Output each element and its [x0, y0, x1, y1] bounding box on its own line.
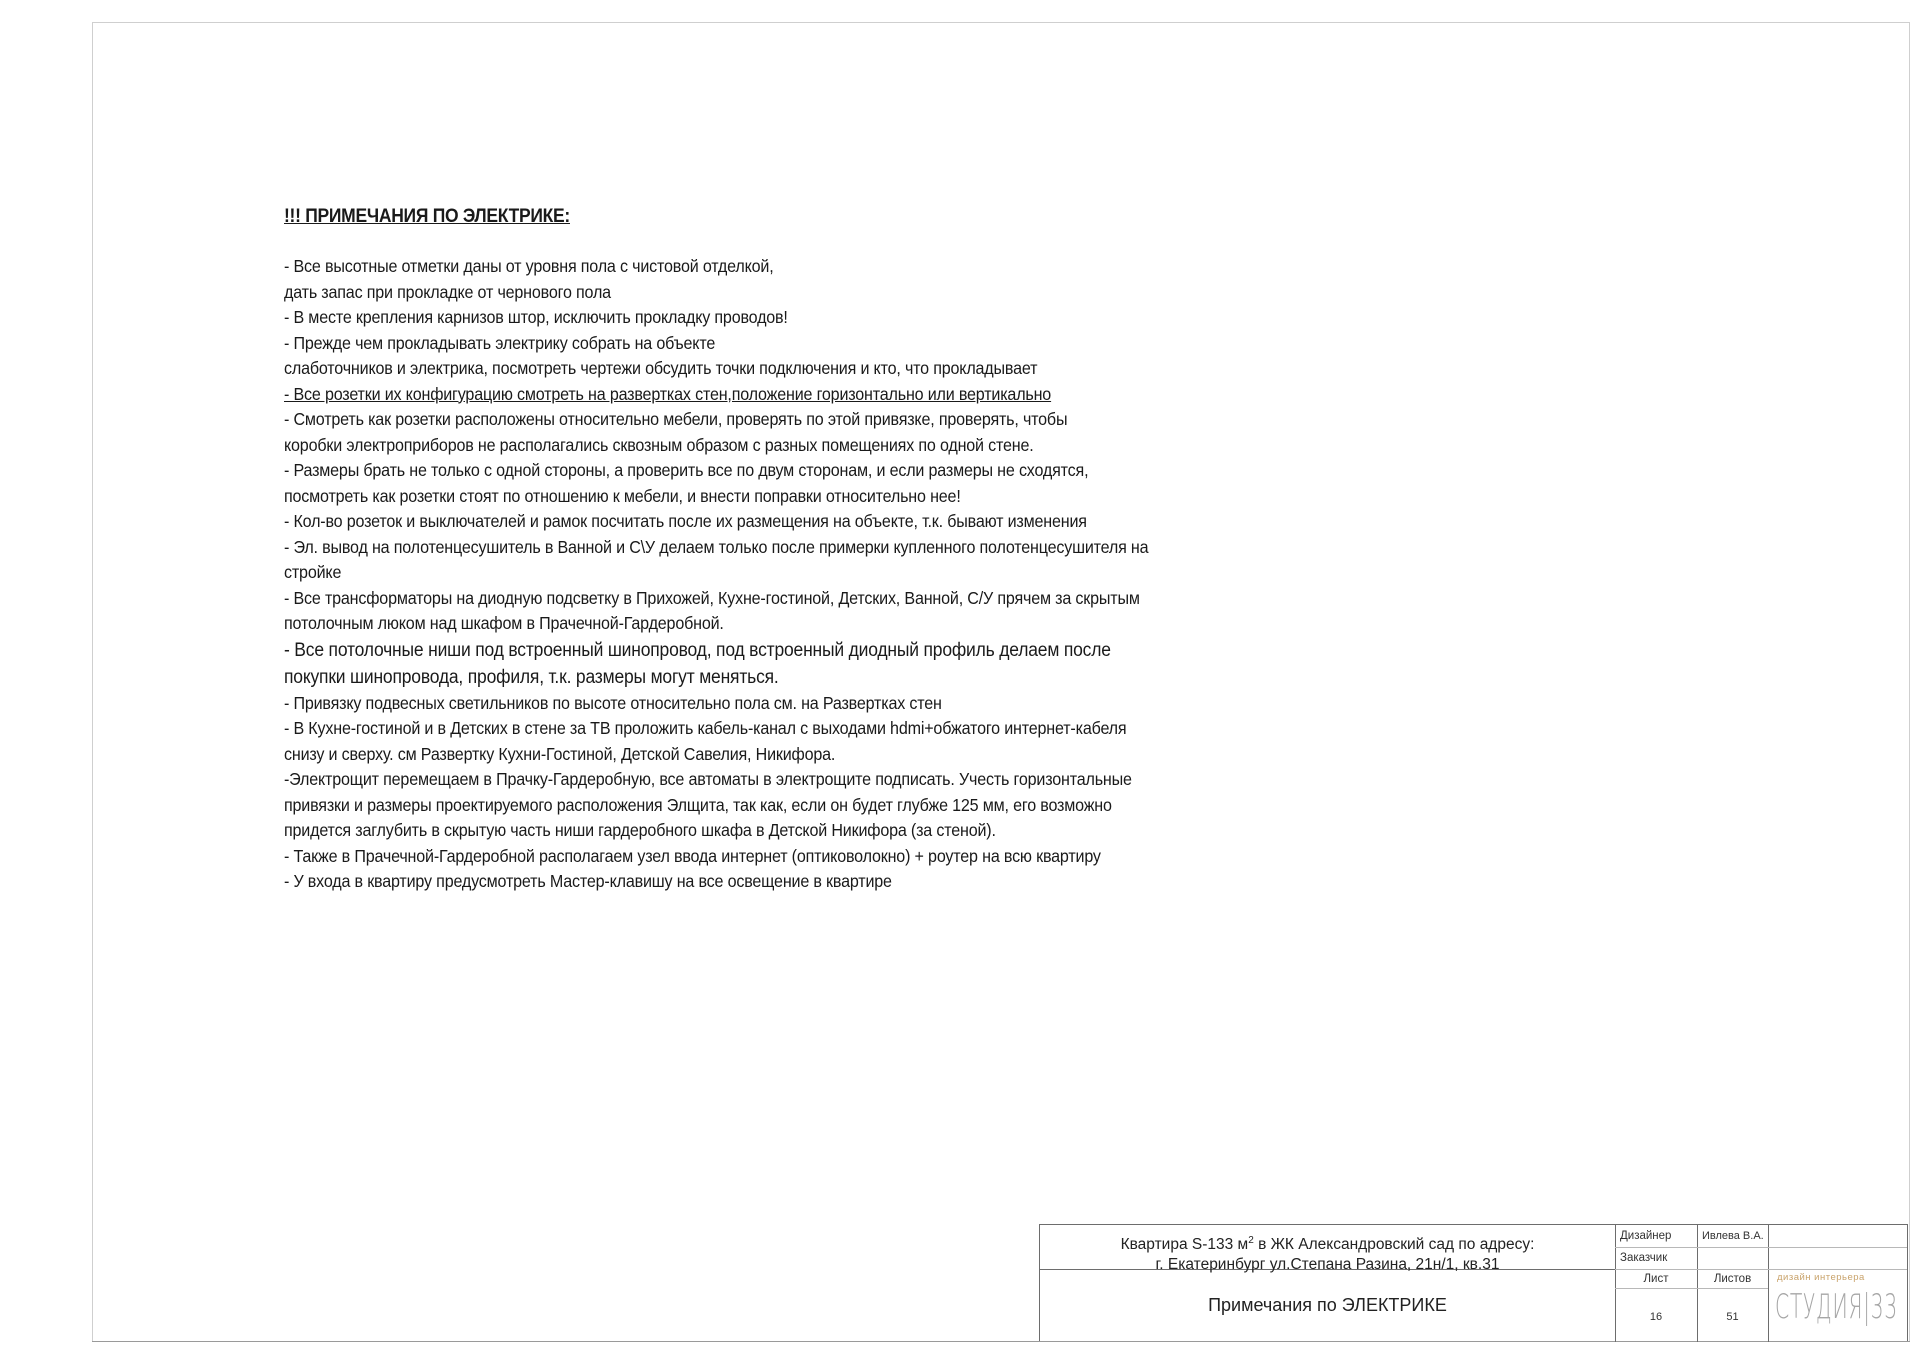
note-line: стройке — [284, 562, 342, 582]
note-line: - Прежде чем прокладывать электрику собрать на объекте — [284, 332, 716, 353]
note-line: коробки электроприборов не располагались сквозным образом с разных помещениях по одной стене. — [284, 434, 1034, 455]
title-block — [1039, 1224, 1908, 1341]
studio-logo: СТУДИЯ|33 — [1775, 1287, 1898, 1327]
note-line-text: - Все розетки их конфигурацию смотреть на развертках стен,положение горизонтально или вертикально — [284, 383, 1052, 404]
note-line: потолочным люком над шкафом в Прачечной-Гардеробной. — [284, 613, 724, 633]
sheet-label: Лист — [1643, 1273, 1669, 1285]
notes-title: !!! ПРИМЕЧАНИЯ ПО ЭЛЕКТРИКЕ: — [284, 206, 570, 227]
note-line: - Привязку подвесных светильников по высоте относительно пола см. на Развертках стен — [284, 692, 942, 713]
project-address: г. Екатеринбург ул.Степана Разина, 21н/1, кв.31 — [1155, 1256, 1500, 1274]
note-line: -Электрощит перемещаем в Прачку-Гардеробную, все автоматы в электрощите подписать. Учесть горизонтальные — [284, 769, 1132, 789]
note-line: - Все трансформаторы на диодную подсветку в Прихожей, Кухне-гостиной, Детских, Ванной, С/У прячем за скрытым — [284, 587, 1140, 608]
note-line: слаботочников и электрика, посмотреть чертежи обсудить точки подключения и кто, что прокладывает — [284, 358, 1038, 378]
designer-label: Дизайнер — [1620, 1230, 1672, 1242]
note-line: дать запас при прокладке от чернового пола — [284, 281, 611, 302]
customer-label: Заказчик — [1620, 1252, 1668, 1264]
designer-value: Ивлева В.А. — [1702, 1230, 1764, 1242]
title-block-divider — [1615, 1269, 1907, 1270]
title-block-divider — [1615, 1288, 1768, 1289]
note-line: - Все высотные отметки даны от уровня пола с чистовой отделкой, — [284, 256, 774, 276]
note-line: - Кол-во розеток и выключателей и рамок посчитать после их размещения на объекте, т.к. бывают изменения — [284, 511, 1087, 531]
studio-logo-tagline: дизайн интерьера — [1777, 1272, 1865, 1283]
note-line: снизу и сверху. см Развертку Кухни-Гостиной, Детской Савелия, Никифора. — [284, 743, 836, 764]
note-line: посмотреть как розетки стоят по отношению к мебели, и внести поправки относительно нее! — [284, 485, 961, 506]
note-line: - Смотреть как розетки расположены относительно мебели, проверять по этой привязке, проверять, чтобы — [284, 409, 1068, 429]
notes-list — [284, 254, 1384, 895]
sheet-bottom-border — [92, 1341, 1910, 1342]
note-line: - Размеры брать не только с одной стороны, а проверить все по двум сторонам, и если размеры не сходятся, — [284, 460, 1089, 480]
note-line: - У входа в квартиру предусмотреть Мастер-клавишу на все освещение в квартире — [284, 871, 892, 891]
title-block-divider — [1768, 1225, 1769, 1342]
note-line: - Эл. вывод на полотенцесушитель в Ванной и С\У делаем только после примерки купленного полотенцесушителя на — [284, 536, 1149, 557]
note-line-underlined — [284, 382, 1296, 408]
project-title — [1040, 1231, 1615, 1275]
note-line: придется заглубить в скрытую часть ниши гардеробного шкафа в Детской Никифора (за стеной). — [284, 820, 996, 840]
note-line: - Все потолочные ниши под встроенный шинопровод, под встроенный диодный профиль делаем после — [284, 639, 1111, 661]
note-line: - В месте крепления карнизов штор, исключить прокладку проводов! — [284, 307, 788, 327]
note-line: привязки и размеры проектируемого расположения Элщита, так как, если он будет глубже 125 мм, его возможно — [284, 794, 1112, 815]
note-line: покупки шинопровода, профиля, т.к. размеры могут меняться. — [284, 666, 779, 688]
note-line: - Также в Прачечной-Гардеробной располагаем узел ввода интернет (оптиковолокно) + роутер на всю квартиру — [284, 845, 1101, 866]
sheets-total: 51 — [1726, 1311, 1739, 1323]
sheet-number: 16 — [1649, 1311, 1663, 1323]
electrical-notes — [284, 206, 1384, 895]
sheets-label: Листов — [1713, 1273, 1752, 1285]
project-title-line1: Квартира S-133 $м^2$ в ЖК Александровский сад по адресу: — [1120, 1235, 1535, 1254]
note-line: - В Кухне-гостиной и в Детских в стене за ТВ проложить кабель-канал с выходами hdmi+обжатого интернет-кабеля — [284, 718, 1127, 738]
title-block-divider — [1615, 1247, 1907, 1248]
sheet-name: Примечания по ЭЛЕКТРИКЕ — [1208, 1295, 1447, 1315]
